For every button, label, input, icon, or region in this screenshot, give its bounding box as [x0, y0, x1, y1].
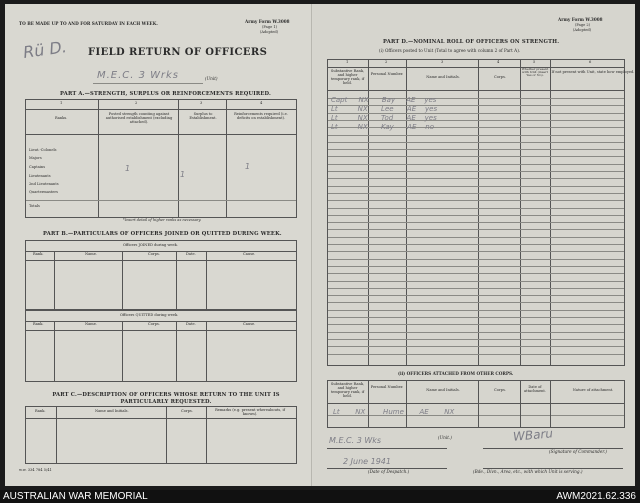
- print-code: w.w. 334 784 5/41: [19, 468, 52, 472]
- rank-majors: Majors: [29, 156, 42, 160]
- part-c-col-remarks: Remarks (e.g. present whereabouts, if known).: [215, 408, 285, 417]
- roll-ruled-line: [328, 156, 624, 157]
- roll-ruled-line: [328, 164, 624, 165]
- part-a-heading: PART A.—STRENGTH, SURPLUS OR REINFORCEMENTS REQUIRED.: [60, 91, 272, 97]
- part-a-colnum-2: 2: [135, 101, 138, 105]
- part-d-sub1: (i) Officers posted to Unit (Total to agree with column 2 of Part A).: [379, 48, 521, 53]
- roll-col-present: Whether present with Unit (insert Yes or No).: [521, 67, 549, 78]
- roll-ruled-line: [328, 244, 624, 245]
- part-a-colnum-1: 1: [60, 101, 63, 105]
- quitted-col-rank: Rank.: [33, 322, 44, 326]
- form-title: FIELD RETURN OF OFFICERS: [88, 47, 268, 58]
- roll-ruled-line: [328, 229, 624, 230]
- top-note: TO BE MADE UP TO AND FOR SATURDAY IN EACH WEEK.: [19, 21, 158, 26]
- unit-signature-line: [327, 448, 447, 449]
- commander-signature: WBaru: [512, 426, 554, 444]
- handwritten-attached-entry: Lt NX Hume AE NX: [333, 408, 455, 416]
- roll-ruled-line: [328, 332, 624, 333]
- roll-ruled-line: [328, 354, 624, 355]
- quitted-table: [25, 310, 297, 382]
- roll-ruled-line: [328, 178, 624, 179]
- page-number-2: (Page 2): [575, 23, 591, 27]
- roll-ruled-line: [328, 135, 624, 136]
- handwritten-unit-2: M.E.C. 3 Wks: [329, 436, 382, 445]
- roll-ruled-line: [328, 266, 624, 267]
- joined-col-name: Name.: [85, 252, 97, 256]
- roll-ruled-line: [328, 310, 624, 311]
- roll-ruled-line: [328, 200, 624, 201]
- handwritten-unit: M.E.C. 3 Wrks: [97, 70, 180, 81]
- roll-ruled-line: [328, 222, 624, 223]
- form-number: Army Form W.3008: [245, 19, 290, 24]
- attached-col-name: Name and Initials.: [426, 388, 460, 392]
- roll-ruled-line: [328, 281, 624, 282]
- part-a-colnum-3: 3: [200, 101, 203, 105]
- part-a-col-reinforcements: Reinforcements required (i.e. deficits on establishment).: [234, 112, 288, 121]
- handwritten-entry: 1: [125, 164, 131, 173]
- part-b-heading: PART B.—PARTICULARS OF OFFICERS JOINED OR QUITTED DURING WEEK.: [43, 231, 282, 237]
- joined-col-corps: Corps.: [148, 252, 160, 256]
- handwritten-entry: 1: [245, 162, 251, 171]
- part-d-heading: PART D.—NOMINAL ROLL OF OFFICERS ON STRENGTH.: [383, 39, 560, 45]
- roll-ruled-line: [328, 339, 624, 340]
- form-page-2: [313, 4, 635, 486]
- handwritten-date: 2 June 1941: [343, 457, 391, 466]
- quitted-col-date: Date.: [186, 322, 196, 326]
- quitted-title: Officers QUITTED during week.: [120, 313, 179, 317]
- roll-ruled-line: [328, 302, 624, 303]
- joined-title: Officers JOINED during week.: [123, 243, 178, 247]
- part-c-heading: PART C.—DESCRIPTION OF OFFICERS WHOSE RETURN TO THE UNIT IS PARTICULARLY REQUESTED.: [52, 392, 280, 405]
- sig-despatch-label: (Date of Despatch.): [368, 469, 410, 474]
- sig-commander-label: (Signature of Commander.): [549, 449, 607, 454]
- part-a-col-surplus: Surplus to Establishment.: [189, 112, 217, 121]
- part-c-col-corps: Corps.: [181, 409, 193, 413]
- part-a-col-ranks: Ranks.: [55, 116, 68, 120]
- rank-2nd-lieutenants: 2nd Lieutenants: [29, 182, 59, 186]
- rank-totals: Totals: [29, 204, 40, 208]
- roll-colnum-6: 6: [589, 60, 592, 64]
- roll-col-employed: If not present with Unit, state how employed.: [551, 70, 635, 74]
- roll-ruled-line: [328, 259, 624, 260]
- attached-col-date: Date of attachment.: [524, 385, 546, 393]
- roll-ruled-line: [328, 193, 624, 194]
- roll-colnum-1: 1: [346, 60, 349, 64]
- unit-line: [93, 83, 203, 84]
- roll-ruled-line: [328, 237, 624, 238]
- roll-col-corps: Corps.: [494, 75, 506, 79]
- part-c-col-rank: Rank.: [35, 409, 46, 413]
- part-c-col-name: Name and Initials.: [95, 409, 129, 413]
- handwritten-entry: 1: [180, 170, 186, 179]
- handwritten-roll-entries: Capt NX Bay AE yes Lt NX Lee AE yes Lt NX Tod AE yes Lt NX Kay AE no: [331, 96, 438, 131]
- attached-col-number: Personal Number.: [370, 385, 404, 389]
- quitted-col-name: Name.: [85, 322, 97, 326]
- roll-colnum-5: 5: [533, 60, 536, 64]
- roll-colnum-3: 3: [441, 60, 444, 64]
- sig-formation-label: (Bde., Divn., Area, etc., with which Unit is serving.): [473, 469, 583, 474]
- roll-ruled-line: [328, 142, 624, 143]
- roll-ruled-line: [328, 324, 624, 325]
- part-a-footnote: *Insert detail of higher ranks as necessary.: [123, 218, 202, 222]
- joined-col-date: Date.: [186, 252, 196, 256]
- roll-col-number: Personal Number.: [370, 72, 404, 76]
- rank-lieut-colonels: Lieut.-Colonels: [29, 148, 57, 152]
- roll-ruled-line: [328, 251, 624, 252]
- attached-col-rank: Substantive Rank, and higher temporary rank, if held.: [330, 382, 365, 398]
- form-page-1: [5, 4, 313, 486]
- unit-label: (Unit): [205, 76, 218, 81]
- roll-colnum-4: 4: [497, 60, 500, 64]
- roll-ruled-line: [328, 171, 624, 172]
- part-a-col-posted: Posted strength counting against authorised establishment (excluding attached).: [105, 112, 173, 125]
- quitted-col-corps: Corps.: [148, 322, 160, 326]
- roll-ruled-line: [328, 149, 624, 150]
- roll-ruled-line: [328, 273, 624, 274]
- form-number-2: Army Form W.3008: [558, 17, 603, 22]
- roll-ruled-line: [328, 215, 624, 216]
- sig-unit-label: (Unit.): [438, 435, 452, 440]
- roll-ruled-line: [328, 186, 624, 187]
- attached-col-corps: Corps.: [494, 388, 506, 392]
- rank-quartermasters: Quartermasters: [29, 190, 58, 194]
- footer-accession: AWM2021.62.336: [556, 491, 636, 502]
- roll-ruled-line: [328, 208, 624, 209]
- adopted-note: (Adopted): [260, 30, 279, 34]
- roll-ruled-line: [328, 288, 624, 289]
- joined-col-rank: Rank.: [33, 252, 44, 256]
- roll-ruled-line: [328, 295, 624, 296]
- part-a-colnum-4: 4: [260, 101, 263, 105]
- rank-lieutenants: Lieutenants: [29, 174, 51, 178]
- joined-table: [25, 240, 297, 310]
- page-number: (Page 1): [262, 25, 278, 29]
- attached-col-nature: Nature of attachment.: [572, 388, 614, 392]
- footer-institution: AUSTRALIAN WAR MEMORIAL: [3, 491, 148, 502]
- roll-ruled-line: [328, 346, 624, 347]
- roll-ruled-line: [328, 317, 624, 318]
- quitted-col-cause: Cause.: [243, 322, 256, 326]
- roll-col-name: Name and Initials.: [426, 75, 460, 79]
- roll-col-rank: Substantive Rank, and higher temporary rank, if held.: [330, 69, 365, 85]
- part-d-sub2: (ii) OFFICERS ATTACHED FROM OTHER CORPS.: [398, 371, 514, 376]
- rank-captains: Captains: [29, 165, 46, 169]
- adopted-note-2: (Adopted): [573, 28, 592, 32]
- handwritten-initials: Rü D.: [21, 37, 68, 62]
- roll-colnum-2: 2: [385, 60, 388, 64]
- joined-col-cause: Cause.: [243, 252, 256, 256]
